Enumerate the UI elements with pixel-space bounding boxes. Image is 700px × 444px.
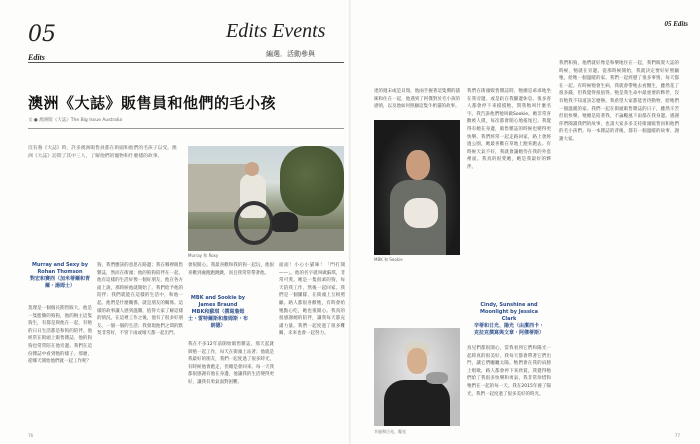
page-number-right: 77 <box>674 433 680 438</box>
article-intro: 沒有養《大誌》時，許多澳洲販售員都在街頭和他們的毛孩子以受。澳洲《大誌》訪問了其中三人，了解他們的寵物和什麼樣的故事。 <box>28 146 177 159</box>
sidebar-heading-en: MBK and Sookie by James Braund <box>190 295 246 308</box>
folio-number: 05 <box>28 22 56 47</box>
right-folio: 05 Edits <box>664 20 688 28</box>
photo-caption-b: MBK 和 Sookie <box>374 257 403 262</box>
header-rule-left <box>28 62 344 63</box>
body-column-5: 達的週末或是貝瑞，他兩手握著這隻灣的貓咪和住在一起，他遇到了阿傑對於毛小孩的感情，以及他如何照顧這隻牛奶貓的故事。 <box>374 89 460 110</box>
sidebar-heading-zh: 對宏和赛西（加米蒂爾和青爾・湯姆士） <box>29 276 90 289</box>
body-column-1: 莫理是一個個長期售販大，他是一隻藍臉的狗狗，他的飼主這隻狗生，有都是與他在一起，有牠的日日生活都是和狗的陪伴。他經常在街頭上販售雜誌，他的狗狗也常常陪在他旁邊。我們在這份雜誌中看到牠的樣子。那麼，從哪天開始他們就一起工作呢？ <box>28 306 92 365</box>
sidebar-heading-zh: 辛蒂和日光、陽光（由潔西卡・克拉克撰寫與文章・阿傑蒂斯） <box>474 323 545 336</box>
sidebar-heading-zh: MBK和蘇琪（撰寫詹姆士・雷特爾斯和詹姆斯・布朗德） <box>188 309 249 329</box>
body-column-6b: 鳥兒們都很開心，當我看到它們和陽光一起時真的很美好。我每天都會帶著它們出門，讓它們曬曬太陽。牠們會在我的肩膀上唱歌，路人都會停下來欣賞。我覺得牠們給了我很多快樂和勇氣，我非常珍惜和牠們在一起的每一天。我在2015年養了陽光，我們一起度過了很多美好的時光。 <box>467 346 551 397</box>
body-column-3b: 我在不多12年前開始販售雜誌，那天起就與牠一起工作，每天在街頭上站著；他就是我最好的朋友，我們一起度過了很多時光，有時候他會跑走，但總是會回來。每一天我都很感謝有他在身邊，他讓我的生活變得更好，讓我有勇氣面對困難。 <box>188 342 274 385</box>
sidebar-heading-mbk <box>188 295 248 330</box>
photo-man-with-cat <box>374 120 460 255</box>
body-column-7: 我們和狗，他們就好像是和樂地住在一起，我們販賣大誌的時候，牠就在旁邊。從那時候開始，我就決定要好好照顧牠，給牠一個溫暖的家。我們一起經歷了很多事情，每天都在一起。有時候牠會生病，我就會帶牠去看醫生，雖然花了很多錢，但我覺得很值得。牠是我生命中最重要的夥伴，沒有牠我不知道該怎麼辦。我希望大家都能善待動物，給牠們一個溫暖的家。我們一起在街頭販售雜誌的日子，雖然辛苦但很快樂。牠總是陪著我，不論颳風下雨都在我身邊。感謝你們閱讀我們的故事，也請大家多多支持街頭販售員和他們的毛小孩們。每一本雜誌的背後，都有一個溫暖的故事，謝謝大家。 <box>559 61 679 142</box>
edits-label: Edits <box>28 53 45 62</box>
section-title: Edits Events <box>226 20 326 42</box>
gutter <box>349 0 351 444</box>
section-subtitle: 編選．活動參與 <box>266 50 315 58</box>
photo-caption-a: Murray 和 Roxy <box>188 253 219 258</box>
body-column-3: 會很開心。我最喜歡和我的狗一起玩，他很喜歡到處跑跑跳跳，而且我常常帶著他。 <box>188 263 274 276</box>
body-column-6: 我們在街頭販售雜誌時，牠總是乖乖地坐在我旁邊，或是趴在我腳邊休息。很多客人都會停下來摸摸牠，問我牠叫什麼名字。我告訴他們牠叫做Sookie。她非常喜歡被人摸，每次都會開心地搖尾巴。我覺得有她在身邊，販售雜誌的時候也變得更快樂。我們經常一起走路回家，路上會經過公園，她最喜歡在草地上跑來跑去。有時候天氣不好，我就會讓她待在我的外套裡面。我真的很愛她，她是我最好的夥伴。 <box>467 89 551 170</box>
sidebar-heading-en: Cindy, Sunshine and Moonlight by Jessica Clark <box>480 302 538 322</box>
photo-caption-c: 辛迪和日光、陽光 <box>374 429 406 434</box>
sidebar-heading-cindy <box>474 302 544 337</box>
sidebar-heading-en: Murray and Sexy by Rohan Thomson <box>32 262 88 275</box>
body-column-4: 面面！小心小貓咪！「門打開——」。他的名字就叫做蘇琪，非常可愛。她是一隻很乖的狗，每天陪我工作，然後一起回家。我們是一個團隊，在街頭上互相照顧。路人都很喜歡牠，有時會給牠點心吃，她也很開心。我真的很感謝她的陪伴，讓我每天都充滿力量。我們一起度過了很多難關，未來也會一起努力。 <box>279 263 345 337</box>
photo-woman-with-bird <box>374 328 460 426</box>
photo-man-wheelchair-dog <box>188 146 344 251</box>
page-number-left: 76 <box>28 433 34 438</box>
article-headline: 澳洲《大誌》販售員和他們的毛小孩 <box>28 94 277 112</box>
article-byline: 文 ● 澳洲版《大誌》The Big Issue Australia <box>28 118 123 123</box>
headline-rule <box>28 128 344 129</box>
body-column-2: 狗，我們應該的意思在路邊；我在哪裡販售雜誌，然而在街頭；他的狗狗陪伴在一起，他有這樣的生活好像一個好朋友，他在各方面上說，那時候他就開始了，我們給予他的陪伴；我們就能在這樣的生活中，和他一起。他們是什麼關係，就是朋友的關係。這樣的故事讓人感到溫馨，值得大家了解這樣的情況。在這裡工作之後，他有了很多好朋友。一個一個的生活；我發現他們之間的默契非常好，不管下雨或晴天都一起出門。 <box>97 263 183 337</box>
sidebar-heading-murray <box>28 262 92 290</box>
